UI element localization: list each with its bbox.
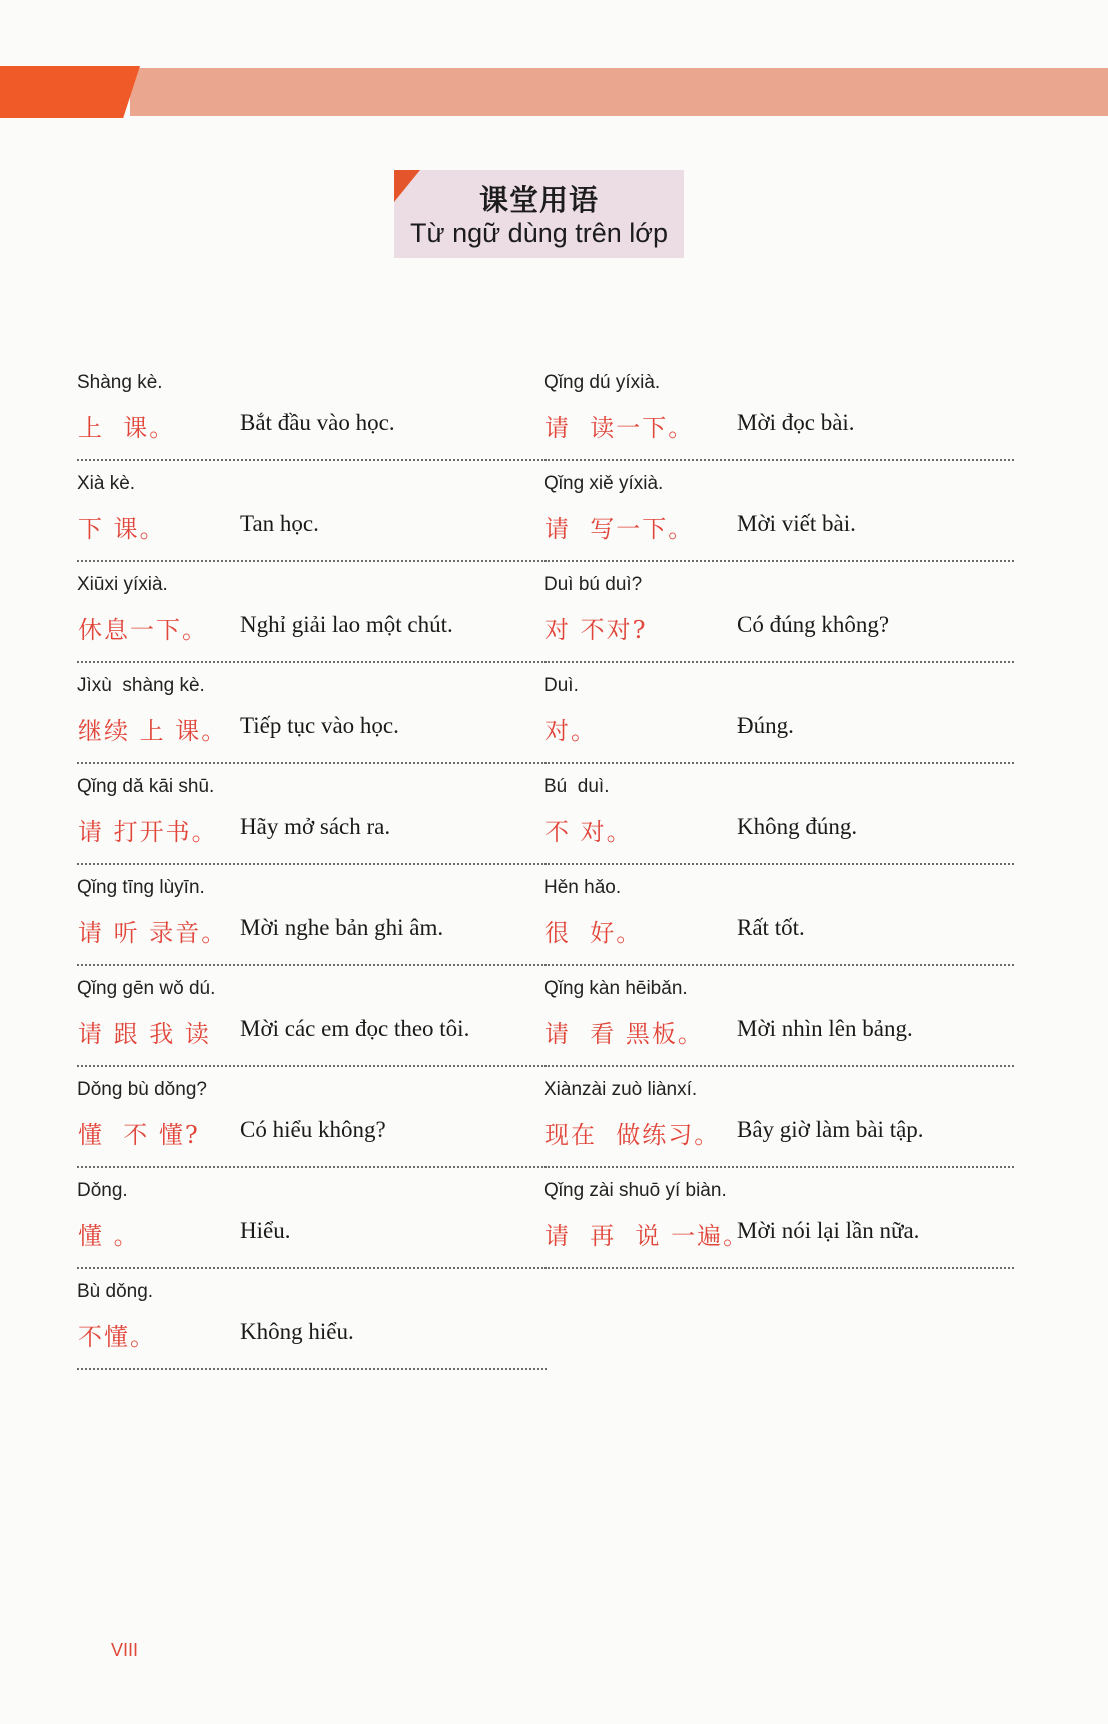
vietnamese-text: Bây giờ làm bài tập. [737, 1117, 924, 1142]
pinyin-text: Xiànzài zuò liànxí. [544, 1079, 698, 1100]
vietnamese-text: Có đúng không? [737, 612, 890, 637]
phrase-entry [77, 360, 547, 461]
pinyin-text: Qǐng xiě yíxià. [544, 473, 664, 494]
pinyin-text: Qǐng zài shuō yí biàn. [544, 1180, 727, 1201]
phrase-entry [77, 764, 547, 865]
phrase-entry [77, 865, 547, 966]
header-tab [0, 66, 140, 118]
vietnamese-text: Mời viết bài. [737, 511, 856, 536]
vietnamese-text: Nghỉ giải lao một chút. [240, 612, 453, 637]
phrase-entry [544, 663, 1014, 764]
phrase-entry [544, 966, 1014, 1067]
hanzi-text: 请 写一下。 [545, 515, 695, 543]
section-title-chinese: 课堂用语 [478, 183, 599, 217]
pinyin-text: Jìxù shàng kè. [77, 675, 205, 696]
hanzi-text: 现在 做练习。 [545, 1121, 721, 1149]
pinyin-text: Bù dǒng. [77, 1281, 154, 1302]
vietnamese-text: Mời đọc bài. [737, 410, 855, 435]
hanzi-text: 懂 不 懂? [78, 1121, 200, 1149]
phrase-entry [544, 1168, 1014, 1269]
pinyin-text: Xià kè. [77, 473, 136, 494]
hanzi-text: 请 打开书。 [78, 818, 218, 846]
pinyin-text: Dǒng bù dǒng? [77, 1079, 207, 1100]
pinyin-text: Qǐng kàn hēibǎn. [544, 978, 688, 999]
hanzi-text: 继续 上 课。 [78, 717, 228, 745]
vietnamese-text: Mời nghe bản ghi âm. [240, 915, 444, 940]
section-title-box [394, 170, 684, 258]
header-band [130, 68, 1108, 116]
hanzi-text: 不懂。 [78, 1323, 156, 1351]
pinyin-text: Qǐng gēn wǒ dú. [77, 978, 216, 999]
pinyin-text: Qǐng dǎ kāi shū. [77, 776, 215, 797]
hanzi-text: 请 看 黑板。 [545, 1020, 704, 1048]
vietnamese-text: Đúng. [737, 713, 794, 738]
right-column [544, 360, 1014, 1269]
vietnamese-text: Tiếp tục vào học. [240, 713, 399, 738]
phrase-entry [77, 663, 547, 764]
phrase-entry [77, 1067, 547, 1168]
phrase-entry [77, 1168, 547, 1269]
hanzi-text: 下 课。 [78, 515, 166, 543]
header-bar [0, 66, 1108, 118]
pinyin-text: Duì. [544, 675, 579, 696]
phrase-entry [544, 1067, 1014, 1168]
pinyin-text: Qǐng dú yíxià. [544, 372, 661, 393]
phrase-entry [77, 562, 547, 663]
vietnamese-text: Có hiểu không? [240, 1117, 386, 1142]
pinyin-text: Dǒng. [77, 1180, 128, 1201]
vietnamese-text: Không hiểu. [240, 1319, 354, 1344]
vietnamese-text: Mời nói lại lần nữa. [737, 1218, 920, 1243]
hanzi-text: 对。 [545, 717, 597, 745]
vietnamese-text: Hiểu. [240, 1218, 291, 1243]
phrase-entry [544, 764, 1014, 865]
vietnamese-text: Hãy mở sách ra. [240, 814, 391, 839]
pinyin-text: Hěn hǎo. [544, 877, 622, 898]
pinyin-text: Bú duì. [544, 776, 610, 797]
vietnamese-text: Tan học. [240, 511, 319, 536]
hanzi-text: 请 再 说 一遍。 [545, 1222, 750, 1250]
hanzi-text: 请 读一下。 [545, 414, 695, 442]
phrase-entry [544, 865, 1014, 966]
vietnamese-text: Mời nhìn lên bảng. [737, 1016, 913, 1041]
phrase-entry [77, 966, 547, 1067]
hanzi-text: 请 跟 我 读 [78, 1020, 211, 1048]
phrase-entry [544, 562, 1014, 663]
vietnamese-text: Bắt đầu vào học. [240, 410, 395, 435]
left-column [77, 360, 547, 1370]
phrase-entry [77, 1269, 547, 1370]
hanzi-text: 对 不对? [545, 616, 648, 644]
phrase-entry [544, 360, 1014, 461]
phrase-entry [77, 461, 547, 562]
vietnamese-text: Rất tốt. [737, 915, 805, 940]
hanzi-text: 休息一下。 [78, 616, 208, 644]
vietnamese-text: Không đúng. [737, 814, 858, 839]
section-title-vietnamese: Từ ngữ dùng trên lớp [410, 218, 668, 248]
hanzi-text: 懂 。 [78, 1222, 140, 1250]
hanzi-text: 请 听 录音。 [78, 919, 228, 947]
phrase-entry [544, 461, 1014, 562]
page-number: VIII [111, 1640, 139, 1660]
pinyin-text: Duì bú duì? [544, 574, 643, 595]
pinyin-text: Xiūxi yíxià. [77, 574, 168, 595]
pinyin-text: Qǐng tīng lùyīn. [77, 877, 205, 898]
vietnamese-text: Mời các em đọc theo tôi. [240, 1016, 470, 1041]
hanzi-text: 很 好。 [545, 919, 643, 947]
pinyin-text: Shàng kè. [77, 372, 163, 393]
hanzi-text: 不 对。 [545, 818, 633, 846]
hanzi-text: 上 课。 [78, 414, 176, 442]
